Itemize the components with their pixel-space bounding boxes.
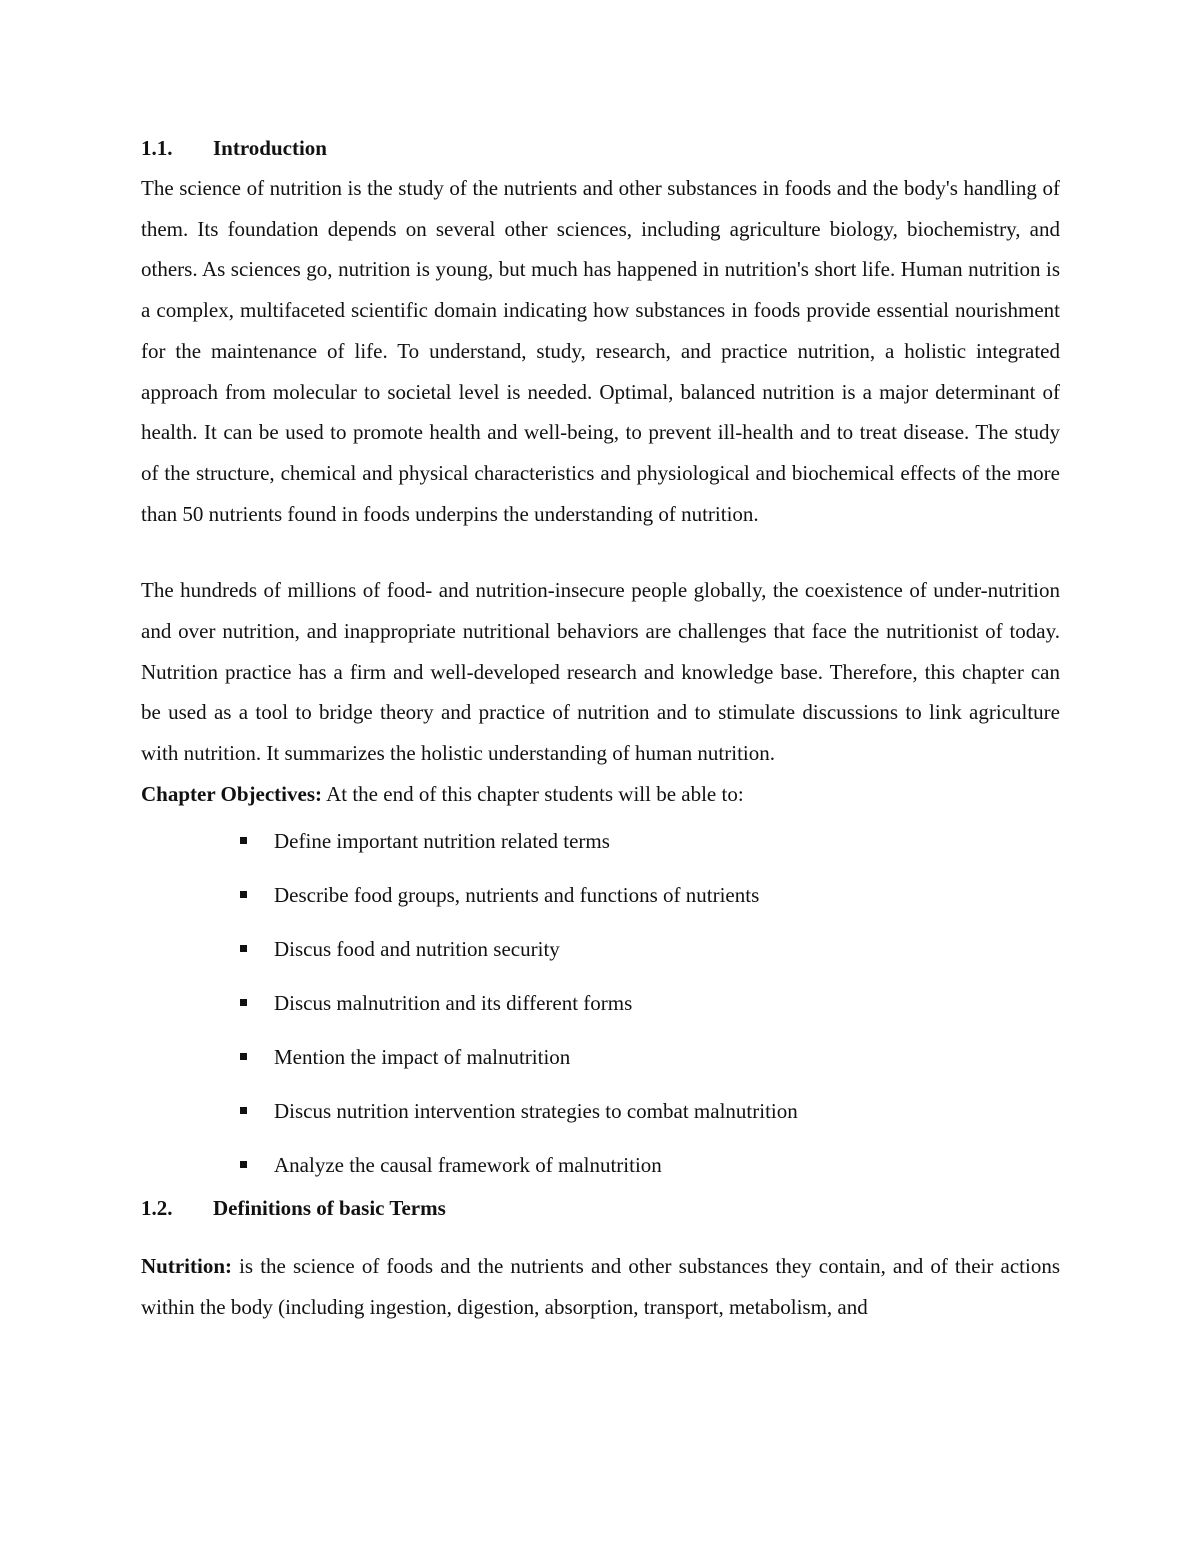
list-item bbox=[141, 1084, 1060, 1138]
intro-paragraph-2: The hundreds of millions of food- and nutrition-insecure people globally, the coexistence of under-nutrition and over nutrition, and inappropriate nutritional behaviors are challenges that face the nutritionist of today. Nutrition practice has a firm and well-developed research and knowledge base. Therefore, this chapter can be used as a tool to bridge theory and practice of nutrition and to stimulate discussions to link agriculture with nutrition. It summarizes the holistic understanding of human nutrition. bbox=[141, 578, 1060, 766]
chapter-objectives-intro: At the end of this chapter students will be able to: bbox=[322, 781, 744, 806]
square-bullet-icon bbox=[240, 837, 247, 844]
list-item bbox=[141, 1030, 1060, 1084]
definition-paragraph bbox=[141, 1246, 1060, 1327]
intro-paragraph-1: The science of nutrition is the study of the nutrients and other substances in foods and the body's handling of them. Its foundation depends on several other sciences, including agriculture biology, biochemistry, and others. As sciences go, nutrition is young, but much has happened in nutrition's short life. Human nutrition is a complex, multifaceted scientific domain indicating how substances in foods provide essential nourishment for the maintenance of life. To understand, study, research, and practice nutrition, a holistic integrated approach from molecular to societal level is needed. Optimal, balanced nutrition is a major determinant of health. It can be used to promote health and well-being, to prevent ill-health and to treat disease. The study of the structure, chemical and physical characteristics and physiological and biochemical effects of the more than 50 nutrients found in foods underpins the understanding of nutrition. bbox=[141, 176, 1060, 526]
objectives-list bbox=[141, 814, 1060, 1192]
square-bullet-icon bbox=[240, 1107, 247, 1114]
list-item bbox=[141, 1138, 1060, 1192]
square-bullet-icon bbox=[240, 945, 247, 952]
list-item bbox=[141, 868, 1060, 922]
list-item bbox=[141, 976, 1060, 1030]
definition-text: is the science of foods and the nutrients and other substances they contain, and of their actions within the body (including ingestion, digestion, absorption, transport, metabolism, and bbox=[141, 1253, 1060, 1319]
section-number: 1.2. bbox=[141, 1195, 173, 1220]
definition-term: Nutrition: bbox=[141, 1253, 232, 1278]
list-item-text: Mention the impact of malnutrition bbox=[274, 1044, 571, 1069]
square-bullet-icon bbox=[240, 999, 247, 1006]
section-title: Definitions of basic Terms bbox=[213, 1195, 446, 1220]
list-item-text: Discus nutrition intervention strategies to combat malnutrition bbox=[274, 1098, 798, 1123]
square-bullet-icon bbox=[240, 891, 247, 898]
section-heading-definitions bbox=[141, 1194, 1060, 1222]
chapter-objectives-line bbox=[141, 774, 1060, 814]
section-number: 1.1. bbox=[141, 136, 173, 160]
list-item bbox=[141, 922, 1060, 976]
list-item bbox=[141, 814, 1060, 868]
list-item-text: Define important nutrition related terms bbox=[274, 828, 610, 853]
section-title: Introduction bbox=[213, 136, 327, 160]
list-item-text: Discus malnutrition and its different forms bbox=[274, 990, 633, 1015]
list-item-text: Discus food and nutrition security bbox=[274, 936, 560, 961]
section-heading-introduction bbox=[141, 134, 1060, 162]
square-bullet-icon bbox=[240, 1161, 247, 1168]
chapter-objectives-label: Chapter Objectives: bbox=[141, 781, 322, 806]
square-bullet-icon bbox=[240, 1053, 247, 1060]
list-item-text: Describe food groups, nutrients and functions of nutrients bbox=[274, 882, 760, 907]
list-item-text: Analyze the causal framework of malnutrition bbox=[274, 1152, 662, 1177]
